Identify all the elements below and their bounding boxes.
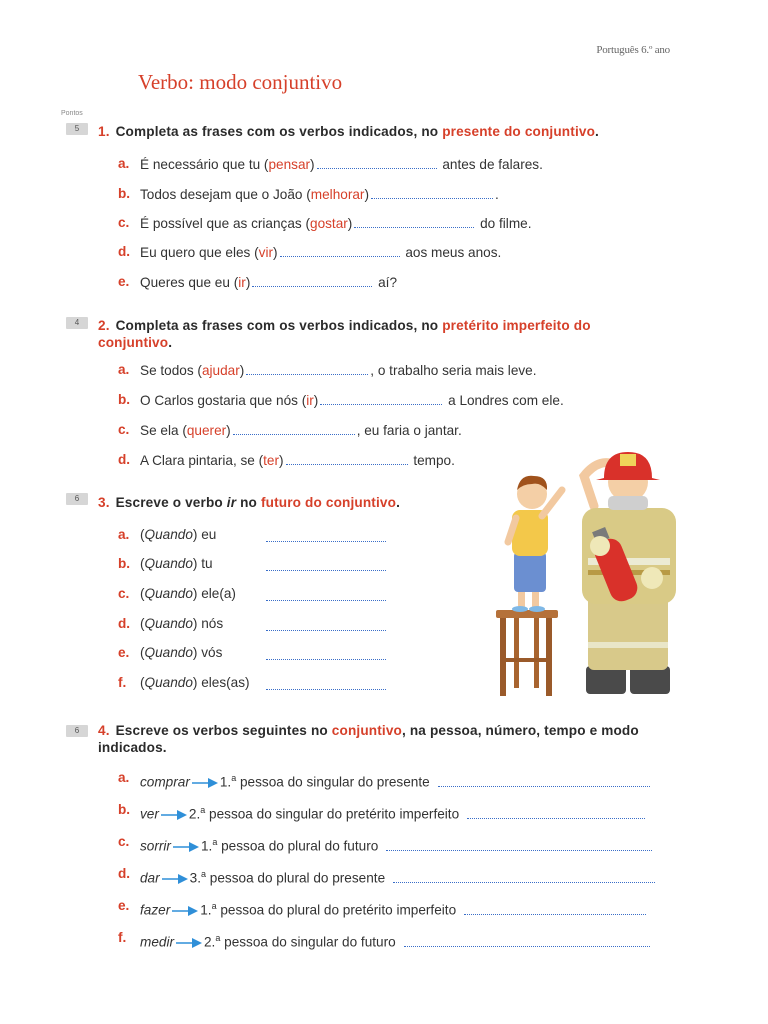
answer-blank[interactable] xyxy=(354,214,474,228)
answer-blank[interactable] xyxy=(233,421,355,435)
answer-blank[interactable] xyxy=(386,837,652,851)
answer-blank[interactable] xyxy=(317,155,437,169)
arrow-right-icon xyxy=(172,905,198,917)
answer-blank[interactable] xyxy=(280,243,400,257)
answer-blank[interactable] xyxy=(266,658,386,660)
answer-blank[interactable] xyxy=(266,540,386,542)
question-3-heading: 3. Escreve o verbo ir no futuro do conjuntivo. xyxy=(98,495,401,510)
answer-blank[interactable] xyxy=(286,451,408,465)
arrow-right-icon xyxy=(173,841,199,853)
header-subject: Português 6.º ano xyxy=(596,44,670,56)
points-badge-q1: 5 xyxy=(66,123,88,135)
arrow-right-icon xyxy=(176,937,202,949)
answer-blank[interactable] xyxy=(246,361,368,375)
answer-blank[interactable] xyxy=(438,773,650,787)
answer-blank[interactable] xyxy=(266,688,386,690)
answer-blank[interactable] xyxy=(464,901,646,915)
points-badge-q2: 4 xyxy=(66,317,88,329)
question-1-heading: 1. Completa as frases com os verbos indicados, no presente do conjuntivo. xyxy=(98,124,599,139)
answer-blank[interactable] xyxy=(266,629,386,631)
points-column-label: Pontos xyxy=(61,110,83,117)
arrow-right-icon xyxy=(161,809,187,821)
question-4-heading: 4. Escreve os verbos seguintes no conjuntivo, na pessoa, número, tempo e modo indicados. xyxy=(98,723,639,755)
firefighter-child-illustration xyxy=(490,446,716,700)
answer-blank[interactable] xyxy=(266,569,386,571)
answer-blank[interactable] xyxy=(467,805,645,819)
answer-blank[interactable] xyxy=(252,273,372,287)
answer-blank[interactable] xyxy=(266,599,386,601)
points-badge-q3: 6 xyxy=(66,493,88,505)
answer-blank[interactable] xyxy=(320,391,442,405)
answer-blank[interactable] xyxy=(393,869,655,883)
answer-blank[interactable] xyxy=(371,185,493,199)
question-2-heading: 2. Completa as frases com os verbos indicados, no pretérito imperfeito do conjuntivo. xyxy=(98,318,591,350)
answer-blank[interactable] xyxy=(404,933,650,947)
points-badge-q4: 6 xyxy=(66,725,88,737)
arrow-right-icon xyxy=(192,777,218,789)
arrow-right-icon xyxy=(162,873,188,885)
page-title: Verbo: modo conjuntivo xyxy=(138,70,343,94)
